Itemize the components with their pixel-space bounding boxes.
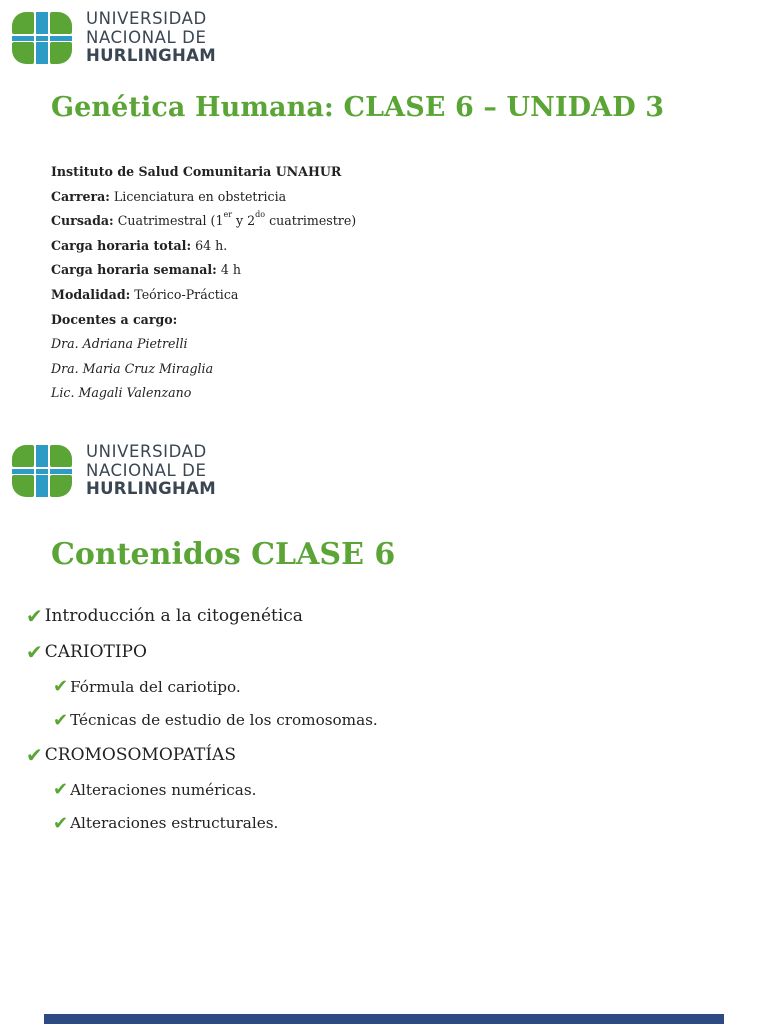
list-item: ✔ CARIOTIPO	[26, 640, 147, 664]
check-icon: ✔	[26, 640, 43, 664]
university-logo-icon	[12, 12, 72, 64]
logo-line-2: NACIONAL DE	[86, 27, 207, 47]
check-icon: ✔	[26, 604, 43, 628]
info-carga-semanal: Carga horaria semanal: 4 h	[51, 262, 241, 278]
check-icon: ✔	[53, 812, 69, 834]
list-subitem: ✔ Técnicas de estudio de los cromosomas.	[53, 709, 378, 731]
docente-item: Lic. Magali Valenzano	[51, 385, 192, 401]
university-logo	[12, 10, 216, 66]
list-subitem: ✔ Alteraciones numéricas.	[53, 779, 257, 801]
check-icon: ✔	[53, 779, 69, 801]
info-carrera: Carrera: Licenciatura en obstetricia	[51, 188, 287, 204]
list-subitem: ✔ Alteraciones estructurales.	[53, 812, 279, 834]
list-item: ✔ Introducción a la citogenética	[26, 604, 303, 628]
info-instituto: Instituto de Salud Comunitaria UNAHUR	[51, 164, 342, 179]
logo-line-1: UNIVERSIDAD	[86, 442, 207, 461]
info-docentes-label: Docentes a cargo:	[51, 311, 178, 327]
university-logo	[12, 443, 216, 499]
contents-title: Contenidos CLASE 6	[51, 537, 396, 572]
contents-list	[26, 598, 378, 840]
logo-line-3: HURLINGHAM	[86, 46, 216, 65]
logo-line-2: NACIONAL DE	[86, 460, 207, 480]
check-icon: ✔	[53, 709, 69, 731]
docente-item: Dra. Adriana Pietrelli	[51, 336, 188, 352]
logo-line-1: UNIVERSIDAD	[86, 9, 207, 28]
list-subitem: ✔ Fórmula del cariotipo.	[53, 676, 241, 698]
check-icon: ✔	[53, 676, 69, 698]
page-title: Genética Humana: CLASE 6 – UNIDAD 3	[51, 92, 665, 123]
check-icon: ✔	[26, 743, 43, 767]
university-logo-icon	[12, 445, 72, 497]
info-modalidad: Modalidad: Teórico-Práctica	[51, 286, 239, 302]
info-cursada: Cursada: Cuatrimestral (1er y $2^{do}$ cuatrimestre)	[51, 210, 357, 229]
info-carga-total: Carga horaria total: 64 h.	[51, 237, 228, 253]
list-item: ✔ CROMOSOMOPATÍAS	[26, 743, 236, 767]
university-logo-text	[86, 443, 216, 499]
logo-line-3: HURLINGHAM	[86, 479, 216, 498]
university-logo-text	[86, 10, 216, 66]
footer-bar	[44, 1014, 724, 1024]
docente-item: Dra. Maria Cruz Miraglia	[51, 360, 214, 376]
course-info	[51, 161, 356, 407]
